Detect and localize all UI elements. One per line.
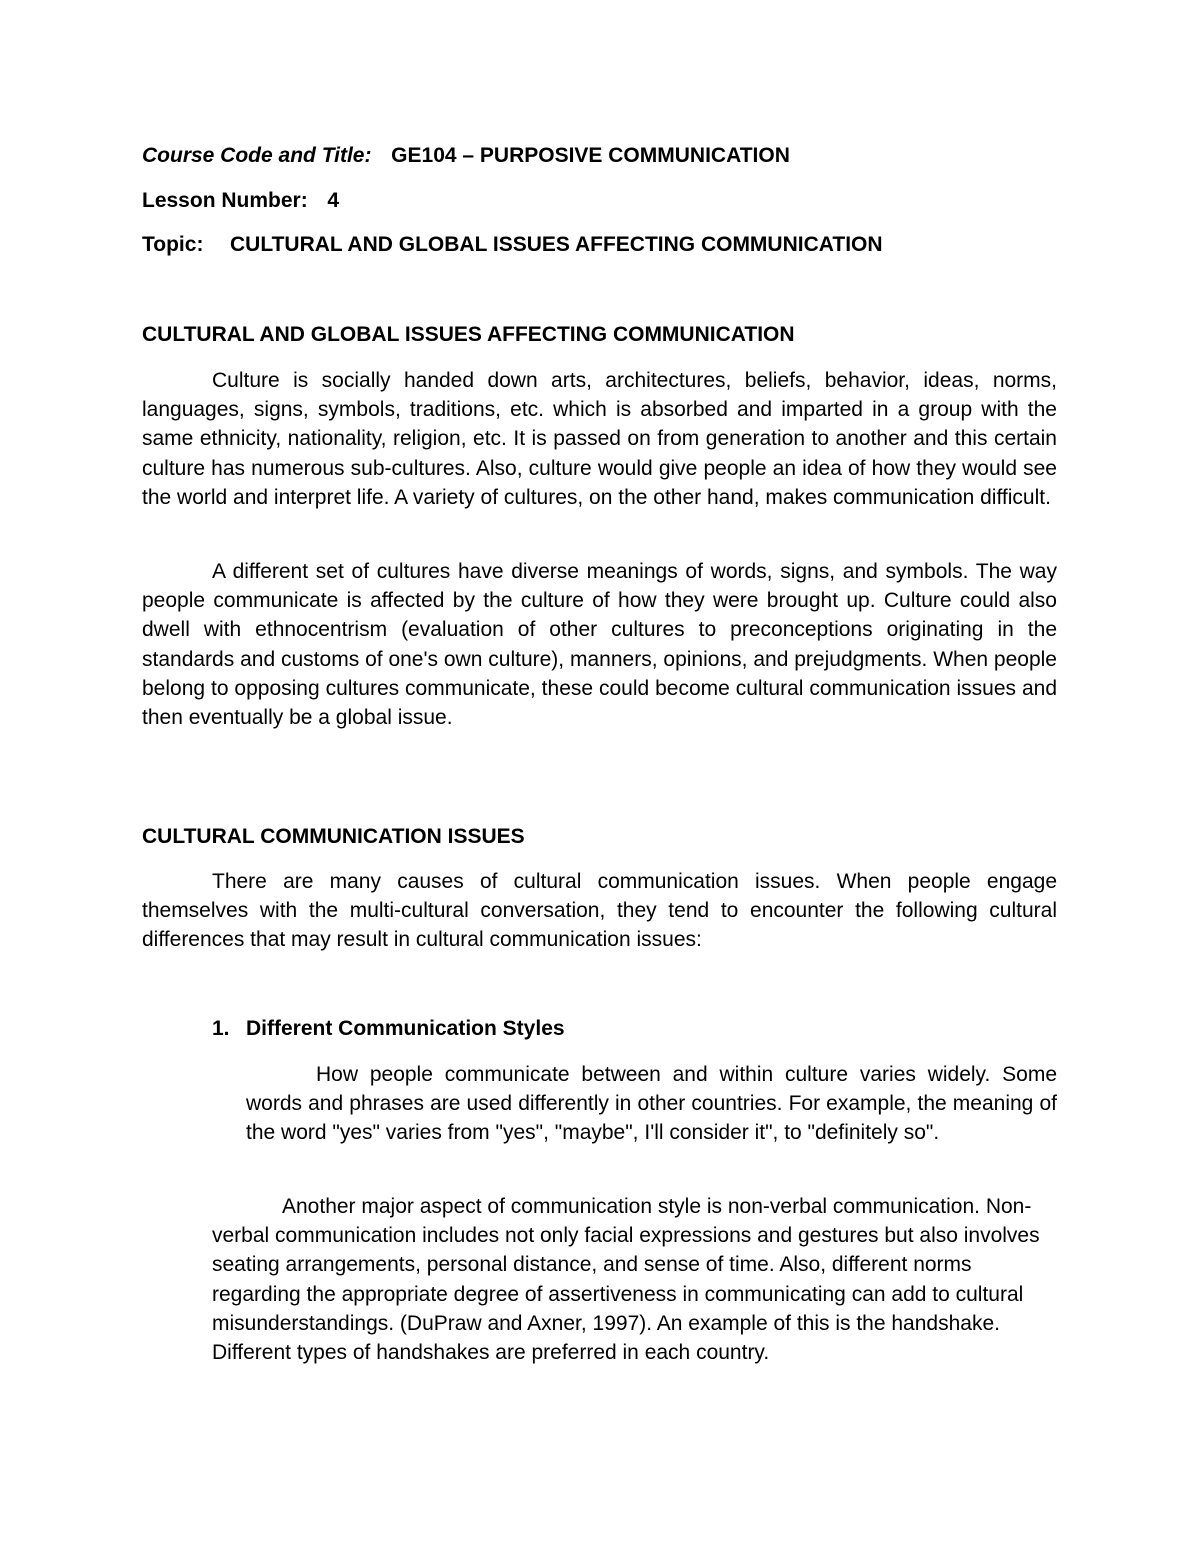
section-heading-cultural-issues: CULTURAL COMMUNICATION ISSUES bbox=[142, 825, 525, 848]
topic-label: Topic: bbox=[142, 233, 204, 256]
section-heading-global-issues: CULTURAL AND GLOBAL ISSUES AFFECTING COMMUNICATION bbox=[142, 323, 795, 346]
course-label: Course Code and Title: bbox=[142, 144, 372, 167]
lesson-label: Lesson Number: bbox=[142, 189, 308, 212]
list-item-heading-communication-styles bbox=[212, 1016, 565, 1042]
paragraph-culture-definition: Culture is socially handed down arts, architectures, beliefs, behavior, ideas, norms, languages, signs, symbols, traditions, etc. which is absorbed and imparted in a group with the same ethnicity, nationality, religion, etc. It is passed on from generation to another and this certain culture has numerous sub-cultures. Also, culture would give people an idea of how they would see the world and interpret life. A variety of cultures, on the other hand, makes communication difficult. bbox=[142, 369, 1057, 509]
topic-line bbox=[142, 232, 883, 258]
paragraph-non-verbal: Another major aspect of communication style is non-verbal communication. Non-verbal communication includes not only facial expressions and gestures but also involves seating arrangements, personal distance, and sense of time. Also, different norms regarding the appropriate degree of assertiveness in communicating can add to cultural misunderstandings. (DuPraw and Axner, 1997). An example of this is the handshake. Different types of handshakes are preferred in each country. bbox=[212, 1195, 1040, 1365]
course-value: GE104 – PURPOSIVE COMMUNICATION bbox=[391, 144, 790, 167]
paragraph-causes: There are many causes of cultural communication issues. When people engage themselves with the multi-cultural conversation, they tend to encounter the following cultural differences that may result in cultural communication issues: bbox=[142, 870, 1057, 952]
lesson-line bbox=[142, 188, 339, 214]
paragraph-communication-varies: How people communicate between and within culture varies widely. Some words and phrases are used differently in other countries. For example, the meaning of the word "yes" varies from "yes", "maybe", I'll consider it", to "definitely so". bbox=[246, 1063, 1057, 1145]
document-page bbox=[142, 0, 1057, 1553]
topic-value: CULTURAL AND GLOBAL ISSUES AFFECTING COMMUNICATION bbox=[230, 233, 883, 256]
course-line bbox=[142, 143, 790, 169]
lesson-value: 4 bbox=[327, 189, 340, 212]
list-item-title: Different Communication Styles bbox=[246, 1017, 565, 1040]
list-item-number: 1. bbox=[212, 1017, 230, 1040]
paragraph-culture-meanings: A different set of cultures have diverse meanings of words, signs, and symbols. The way people communicate is affected by the culture of how they were brought up. Culture could also dwell with ethnocentrism (evaluation of other cultures to preconceptions originating in the standards and customs of one's own culture), manners, opinions, and prejudgments. When people belong to opposing cultures communicate, these could become cultural communication issues and then eventually be a global issue. bbox=[142, 560, 1057, 730]
